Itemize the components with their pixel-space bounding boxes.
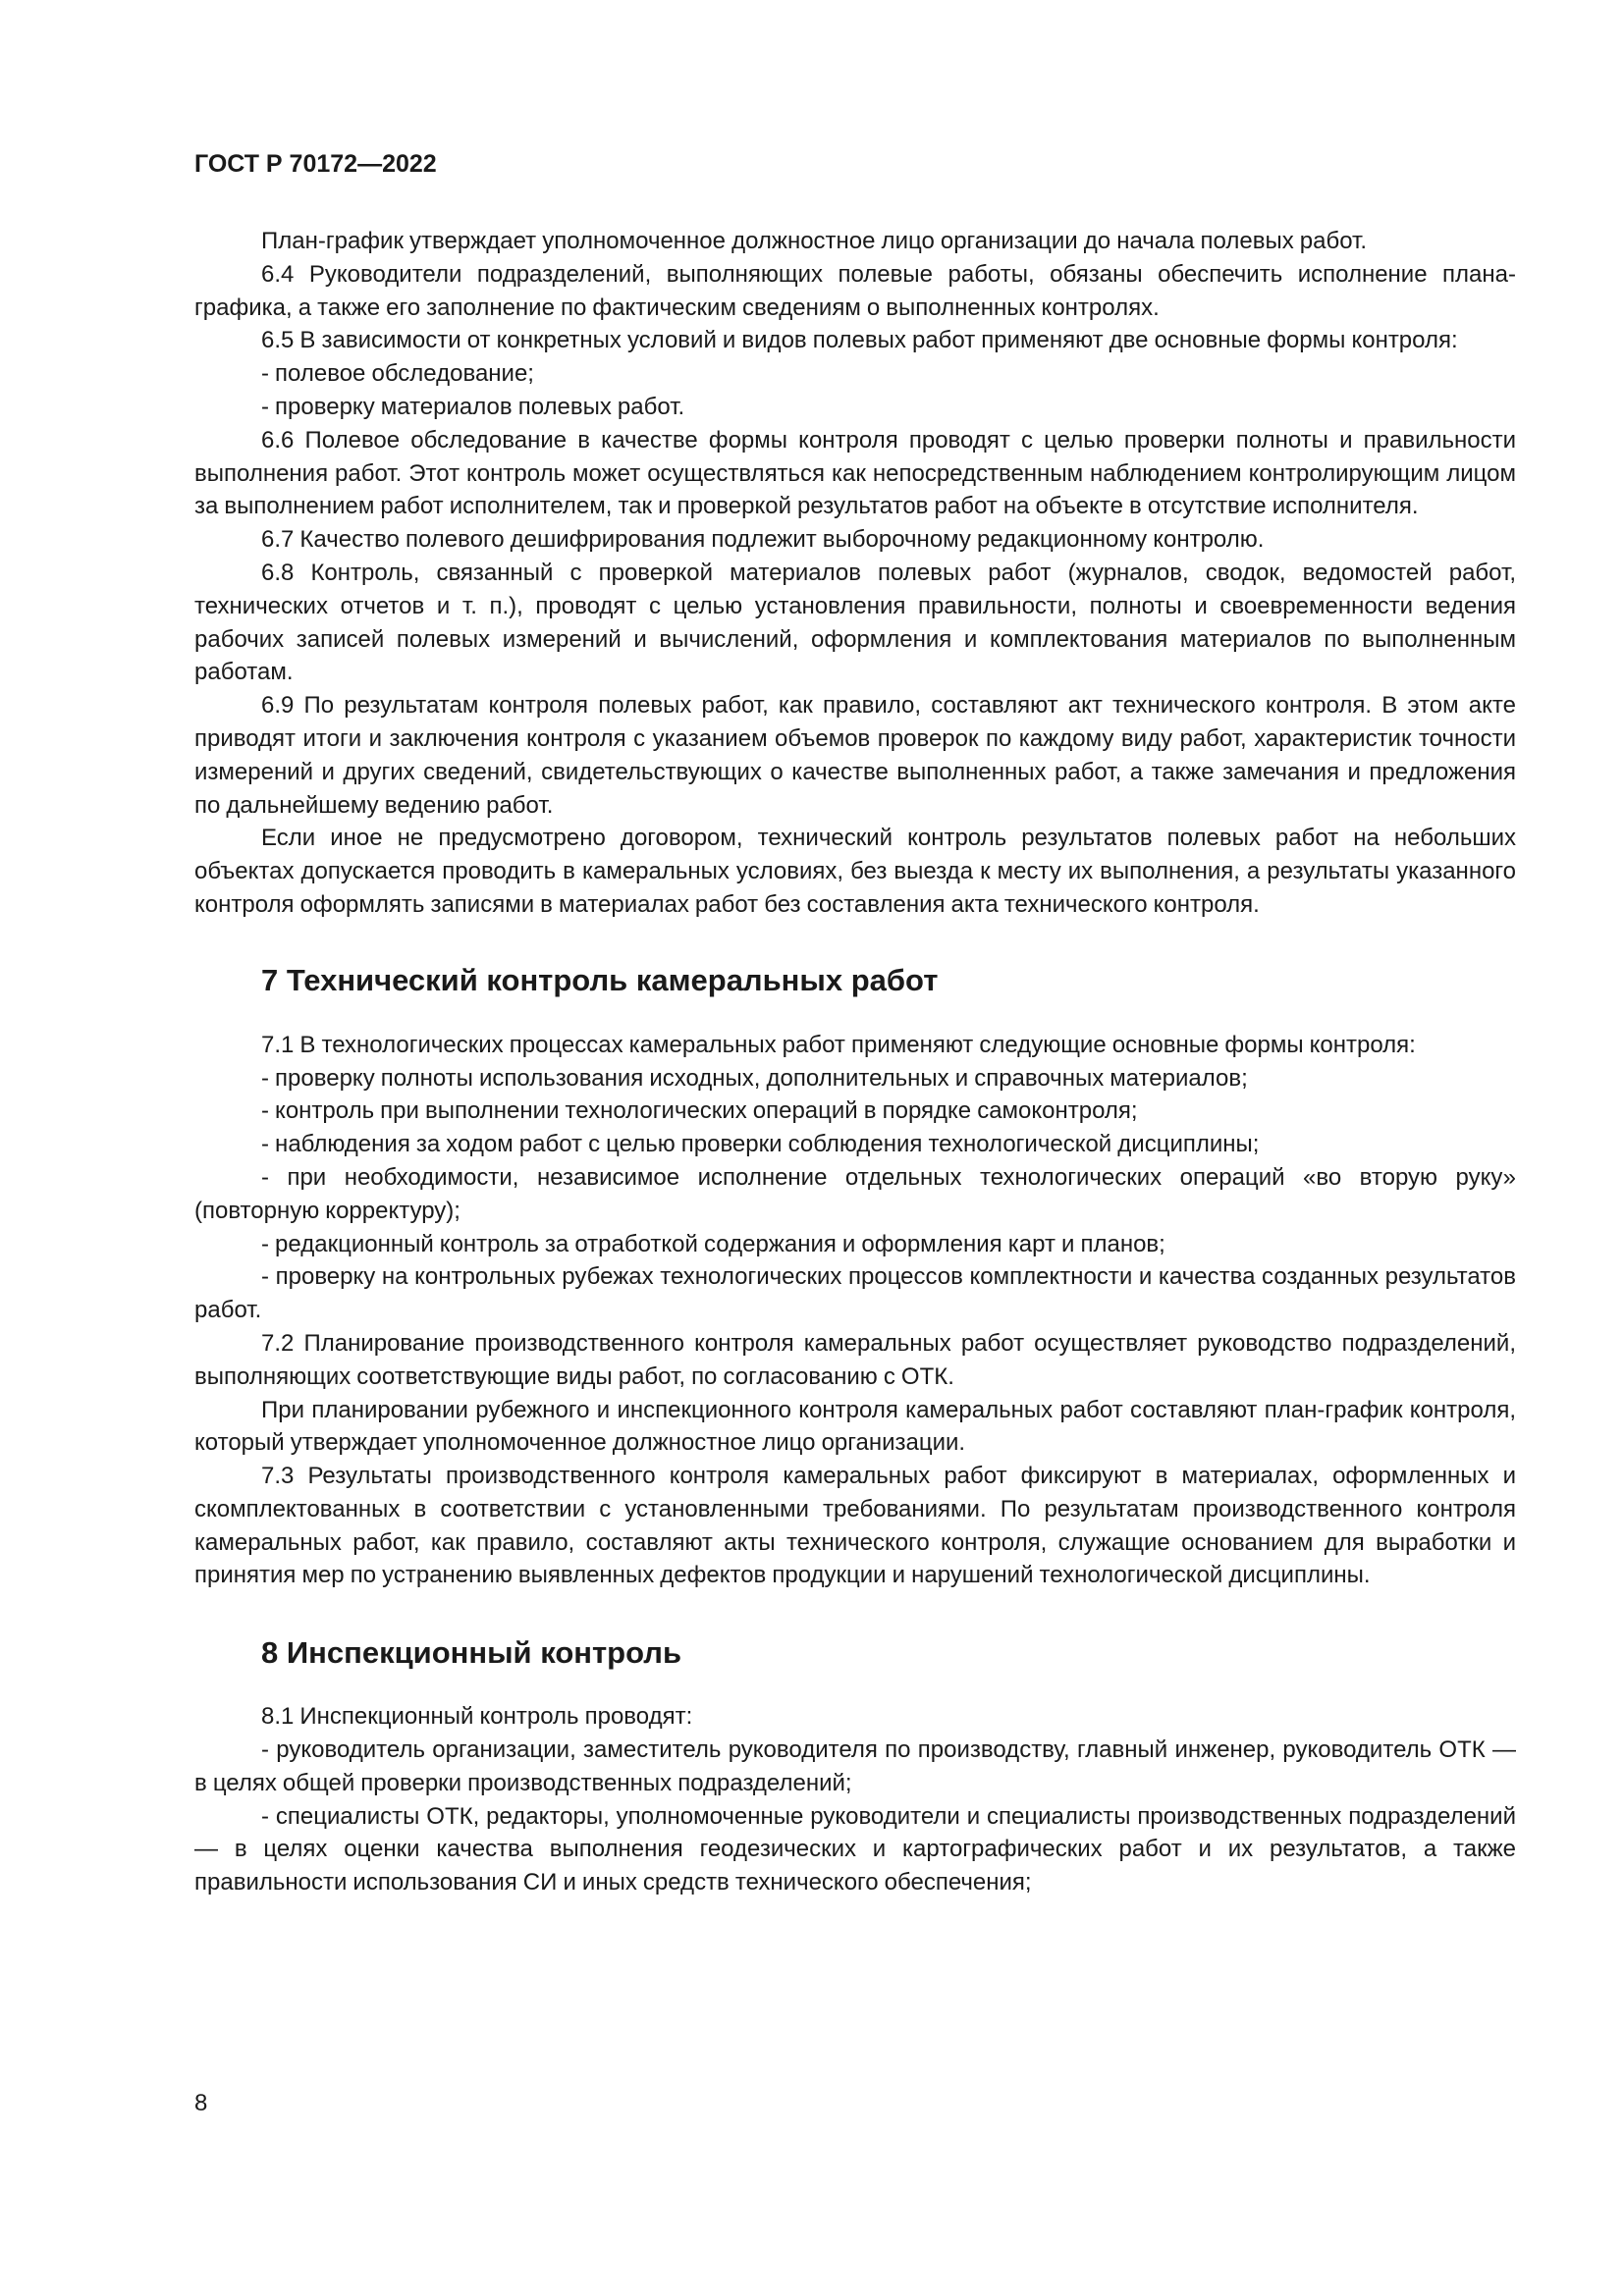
list-item: - проверку на контрольных рубежах технологических процессов комплектности и качества созданных результатов работ.: [194, 1263, 1516, 1324]
block-section7: [194, 1029, 1516, 1593]
page-number: 8: [194, 2090, 208, 2116]
paragraph: 6.9 По результатам контроля полевых работ, как правило, составляют акт технического контроля. В этом акте приводят итоги и заключения контроля с указанием объемов проверок по каждому виду работ, характеристик точности измерений и других сведений, свидетельствующих о качестве выполненных работ, а также замечания и предложения по дальнейшему ведению работ.: [194, 692, 1516, 819]
list-item: - проверку материалов полевых работ.: [261, 393, 685, 420]
list-item: - проверку полноты использования исходных, дополнительных и справочных материалов;: [261, 1064, 1248, 1092]
list-item: - наблюдения за ходом работ с целью проверки соблюдения технологической дисциплины;: [261, 1131, 1260, 1158]
block-section6: [194, 225, 1516, 922]
paragraph: Если иное не предусмотрено договором, технический контроль результатов полевых работ на небольших объектах допускается проводить в камеральных условиях, без выезда к месту их выполнения, а результаты указанного контроля оформлять записями в материалах работ без составления акта технического контроля.: [194, 825, 1516, 918]
paragraph: 8.1 Инспекционный контроль проводят:: [261, 1703, 693, 1731]
paragraph: 7.2 Планирование производственного контроля камеральных работ осуществляет руководство подразделений, выполняющих соответствующие виды работ, по согласованию с ОТК.: [194, 1329, 1516, 1390]
list-item: - полевое обследование;: [261, 360, 534, 388]
document-body: [194, 225, 1516, 1899]
list-item: - руководитель организации, заместитель руководителя по производству, главный инженер, руководитель ОТК — в целях общей проверки производственных подразделений;: [194, 1736, 1516, 1796]
paragraph: План-график утверждает уполномоченное должностное лицо организации до начала полевых работ.: [261, 228, 1368, 254]
list-item: - контроль при выполнении технологических операций в порядке самоконтроля;: [261, 1097, 1138, 1125]
paragraph: 6.6 Полевое обследование в качестве формы контроля проводят с целью проверки полноты и правильности выполнения работ. Этот контроль может осуществляться как непосредственным наблюдением контролирующим лицом за выполнением работ исполнителем, так и проверкой результатов работ на объекте в отсутствие исполнителя.: [194, 426, 1516, 520]
paragraph: 7.3 Результаты производственного контроля камеральных работ фиксируют в материалах, оформленных и скомплектованных в соответствии с установленными требованиями. По результатам производственного контроля камеральных работ, как правило, составляют акты технического контроля, служащие основанием для выработки и принятия мер по устранению выявленных дефектов продукции и нарушений технологической дисциплины.: [194, 1463, 1516, 1589]
paragraph: 6.5 В зависимости от конкретных условий и видов полевых работ применяют две основные формы контроля:: [261, 327, 1458, 354]
block-section8: [194, 1700, 1516, 1899]
list-item: - редакционный контроль за отработкой содержания и оформления карт и планов;: [261, 1230, 1165, 1257]
document-code: ГОСТ Р 70172—2022: [194, 150, 437, 178]
list-item: - специалисты ОТК, редакторы, уполномоченные руководители и специалисты производственных подразделений — в целях оценки качества выполнения геодезических и картографических работ и их результатов, а также правильности использования СИ и иных средств технического обеспечения;: [194, 1802, 1516, 1896]
paragraph: 7.1 В технологических процессах камеральных работ применяют следующие основные формы контроля:: [261, 1031, 1416, 1058]
section-heading-8: 8 Инспекционный контроль: [261, 1635, 682, 1671]
paragraph: При планировании рубежного и инспекционного контроля камеральных работ составляют план-график контроля, который утверждает уполномоченное должностное лицо организации.: [194, 1396, 1516, 1457]
section-heading-7: 7 Технический контроль камеральных работ: [261, 962, 939, 997]
list-item: - при необходимости, независимое исполнение отдельных технологических операций «во вторую руку» (повторную корректуру);: [194, 1163, 1516, 1224]
paragraph: 6.7 Качество полевого дешифрирования подлежит выборочному редакционному контролю.: [261, 526, 1265, 554]
paragraph: 6.8 Контроль, связанный с проверкой материалов полевых работ (журналов, сводок, ведомостей работ, технических отчетов и т. п.), проводят с целью установления правильности, полноты и своевременности ведения рабочих записей полевых измерений и вычислений, оформления и комплектования материалов по выполненным работам.: [194, 559, 1516, 686]
paragraph: 6.4 Руководители подразделений, выполняющих полевые работы, обязаны обеспечить исполнение плана-графика, а также его заполнение по фактическим сведениям о выполненных контролях.: [194, 260, 1516, 321]
